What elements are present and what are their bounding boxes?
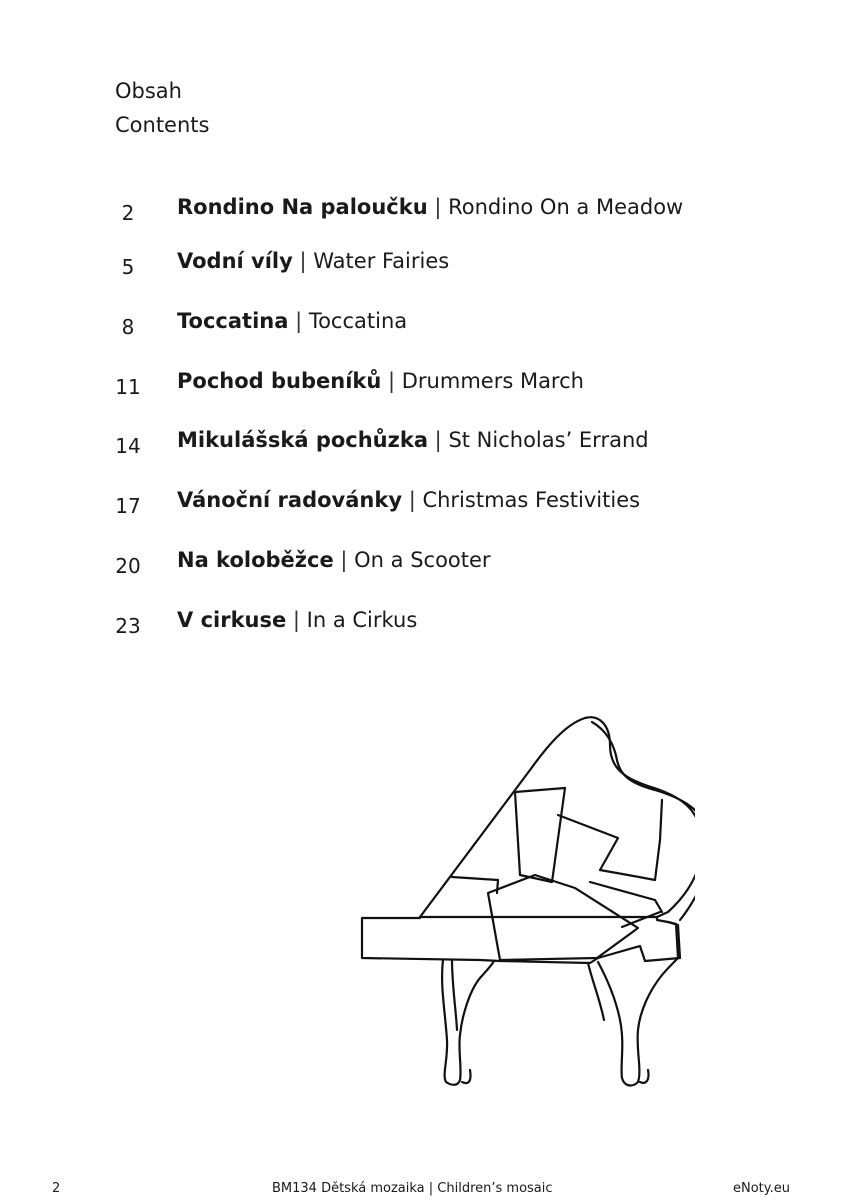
toc-separator: |	[333, 548, 355, 572]
toc-entry[interactable]	[0, 369, 849, 401]
toc-title	[177, 195, 683, 219]
toc-title-czech: Rondino Na paloučku	[177, 195, 428, 219]
toc-title-english: Christmas Festivities	[422, 488, 641, 512]
toc-page-number: 8	[121, 315, 135, 339]
grand-piano-icon	[355, 710, 695, 1095]
toc-separator: |	[381, 369, 402, 393]
toc-entry[interactable]	[0, 488, 849, 520]
page-heading	[115, 74, 209, 142]
toc-title	[177, 608, 417, 632]
footer-publisher-link[interactable]: eNoty.eu	[733, 1181, 790, 1196]
toc-entry[interactable]	[0, 608, 849, 640]
toc-separator: |	[292, 249, 314, 273]
toc-title-czech: Toccatina	[177, 309, 289, 333]
toc-entry[interactable]	[0, 249, 849, 281]
toc-separator: |	[286, 608, 307, 632]
toc-title	[177, 488, 640, 512]
toc-page-number: 17	[115, 494, 141, 518]
toc-title-czech: Mikulášská pochůzka	[177, 428, 428, 452]
toc-title	[177, 428, 649, 452]
toc-title	[177, 369, 584, 393]
toc-title-czech: V cirkuse	[177, 608, 287, 632]
toc-separator: |	[402, 488, 423, 512]
footer-page-number: 2	[52, 1181, 61, 1196]
toc-entry[interactable]	[0, 428, 849, 460]
toc-entry[interactable]	[0, 548, 849, 580]
toc-title-english: On a Scooter	[354, 548, 491, 572]
toc-title-english: St Nicholas’ Errand	[448, 428, 649, 452]
heading-czech: Obsah	[115, 79, 182, 103]
toc-title-english: Toccatina	[308, 309, 408, 333]
toc-title-czech: Vánoční radovánky	[177, 488, 403, 512]
toc-page-number: 11	[115, 375, 141, 399]
toc-page-number: 2	[121, 201, 135, 225]
toc-title	[177, 249, 449, 273]
heading-english: Contents	[115, 113, 210, 137]
toc-title-czech: Vodní víly	[177, 249, 293, 273]
toc-page-number: 5	[121, 255, 135, 279]
toc-title	[177, 548, 491, 572]
toc-title	[177, 309, 407, 333]
toc-separator: |	[427, 195, 449, 219]
toc-page-number: 14	[115, 434, 141, 458]
page-footer	[0, 1181, 849, 1201]
toc-title-czech: Pochod bubeníků	[177, 369, 382, 393]
toc-title-english: Drummers March	[401, 369, 584, 393]
toc-separator: |	[288, 309, 309, 333]
toc-title-english: Water Fairies	[313, 249, 450, 273]
toc-title-english: In a Cirkus	[306, 608, 418, 632]
toc-page-number: 20	[115, 554, 141, 578]
toc-entry[interactable]	[0, 195, 849, 227]
toc-title-czech: Na koloběžce	[177, 548, 334, 572]
toc-entry[interactable]	[0, 309, 849, 341]
toc-title-english: Rondino On a Meadow	[448, 195, 684, 219]
toc-separator: |	[428, 428, 449, 452]
toc-page-number: 23	[115, 614, 141, 638]
footer-publication-title: BM134 Dětská mozaika | Children’s mosaic	[272, 1181, 553, 1196]
